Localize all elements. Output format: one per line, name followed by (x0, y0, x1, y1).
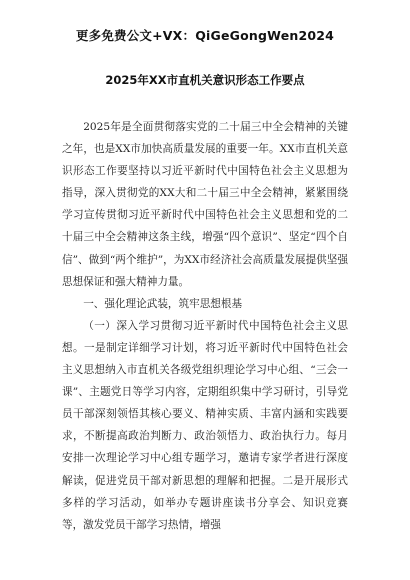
section-1-heading: 一、强化理论武装，筑牢思想根基 (83, 297, 243, 310)
intro-paragraph: 2025年是全面贯彻落实党的二十届三中全会精神的关键之年，也是XX市加快高质量发展的重要一年。XX市直机关意识形态工作要坚持以习近平新时代中国特色社会主义思想为指导，深入贯彻党的XX大和二十届三中全会精神，紧紧围绕学习宣传贯彻习近平新时代中国特色社会主义思想和党的二十届三中全会精神这条主线，增强“四个意识”、坚定“四个自信”、做到“两个维护”，为XX市经济社会高质量发展提供坚强思想保证和强大精神力量。 (62, 121, 348, 288)
document-title: 2025年XX市直机关意识形态工作要点 (105, 73, 305, 87)
document-body (62, 116, 348, 536)
section-1-paragraph-1: （一）深入学习贯彻习近平新时代中国特色社会主义思想。一是制定详细学习计划，将习近平新时代中国特色社会主义思想纳入市直机关各级党组织理论学习中心组、“三会一课”、主题党日等学习内容，定期组织集中学习研讨，引导党员干部深刻领悟其核心要义、精神实质、丰富内涵和实践要求，不断提高政治判断力、政治领悟力、政治执行力。每月安排一次理论学习中心组专题学习，邀请专家学者进行深度解读，促进党员干部对新思想的理解和把握。二是开展形式多样的学习活动，如举办专题讲座读书分享会、知识竞赛等，激发党员干部学习热情，增强 (62, 319, 348, 531)
watermark-header: 更多免费公文+VX：QiGeGongWen2024 (75, 28, 335, 43)
